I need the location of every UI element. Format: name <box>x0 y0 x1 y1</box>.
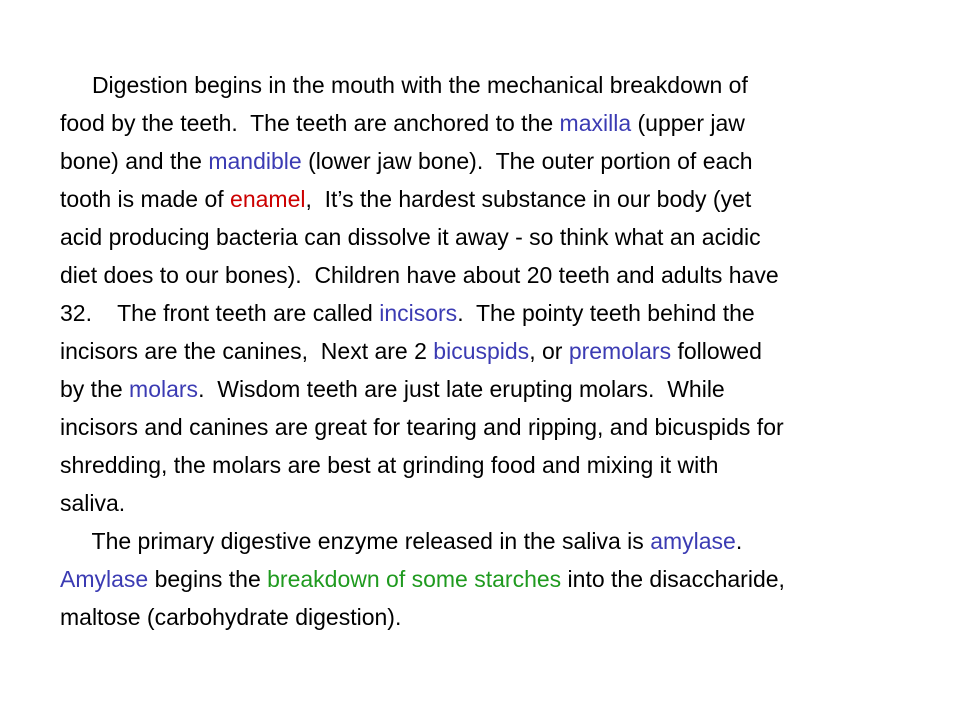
term-enamel: enamel <box>230 186 306 212</box>
text-segment: by the <box>60 376 130 402</box>
text-line <box>60 294 940 332</box>
text-segment: food by the teeth. The teeth are anchored to the <box>60 110 560 136</box>
term-amylase: amylase <box>650 528 736 554</box>
text-segment: shredding, the molars are best at grinding food and mixing it with <box>60 452 719 478</box>
text-segment: incisors are the canines, Next are 2 <box>60 338 434 364</box>
text-line <box>60 332 940 370</box>
text-line <box>60 598 940 636</box>
text-line <box>60 180 940 218</box>
text-segment: maltose (carbohydrate digestion). <box>60 604 402 630</box>
term-incisors: incisors <box>379 300 458 326</box>
text-segment: incisors and canines are great for tearing and ripping, and bicuspids for <box>60 414 784 440</box>
term-mandible: mandible <box>208 148 302 174</box>
text-segment: (lower jaw bone). The outer portion of each <box>301 148 753 174</box>
text-segment: . <box>735 528 743 554</box>
term-bicuspids: bicuspids <box>433 338 530 364</box>
text-line <box>60 104 940 142</box>
text-segment: saliva. <box>60 490 126 516</box>
text-line <box>60 522 940 560</box>
term-amylase: Amylase <box>60 566 149 592</box>
text-segment: followed <box>671 338 762 364</box>
text-line <box>60 66 940 104</box>
text-segment: (upper jaw <box>631 110 745 136</box>
text-segment: Digestion begins in the mouth with the mechanical breakdown of <box>60 72 748 98</box>
term-maxilla: maxilla <box>559 110 632 136</box>
text-segment: begins the <box>148 566 268 592</box>
text-line <box>60 484 940 522</box>
text-line <box>60 256 940 294</box>
text-line <box>60 560 940 598</box>
term-premolars: premolars <box>568 338 672 364</box>
text-segment: diet does to our bones). Children have about 20 teeth and adults have <box>60 262 779 288</box>
text-line <box>60 218 940 256</box>
term-starch-breakdown: breakdown of some starches <box>267 566 562 592</box>
text-segment: The primary digestive enzyme released in the saliva is <box>60 528 651 554</box>
document-body <box>60 66 940 636</box>
text-segment: tooth is made of <box>60 186 231 212</box>
text-segment: 32. The front teeth are called <box>60 300 380 326</box>
text-segment: bone) and the <box>60 148 209 174</box>
text-segment: , It’s the hardest substance in our body (yet <box>305 186 752 212</box>
text-line <box>60 408 940 446</box>
text-segment: , or <box>529 338 569 364</box>
text-segment: . Wisdom teeth are just late erupting molars. While <box>198 376 725 402</box>
text-line <box>60 142 940 180</box>
text-segment: acid producing bacteria can dissolve it away - so think what an acidic <box>60 224 761 250</box>
term-molars: molars <box>129 376 199 402</box>
text-segment: . The pointy teeth behind the <box>457 300 755 326</box>
text-segment: into the disaccharide, <box>561 566 785 592</box>
text-line <box>60 370 940 408</box>
text-line <box>60 446 940 484</box>
